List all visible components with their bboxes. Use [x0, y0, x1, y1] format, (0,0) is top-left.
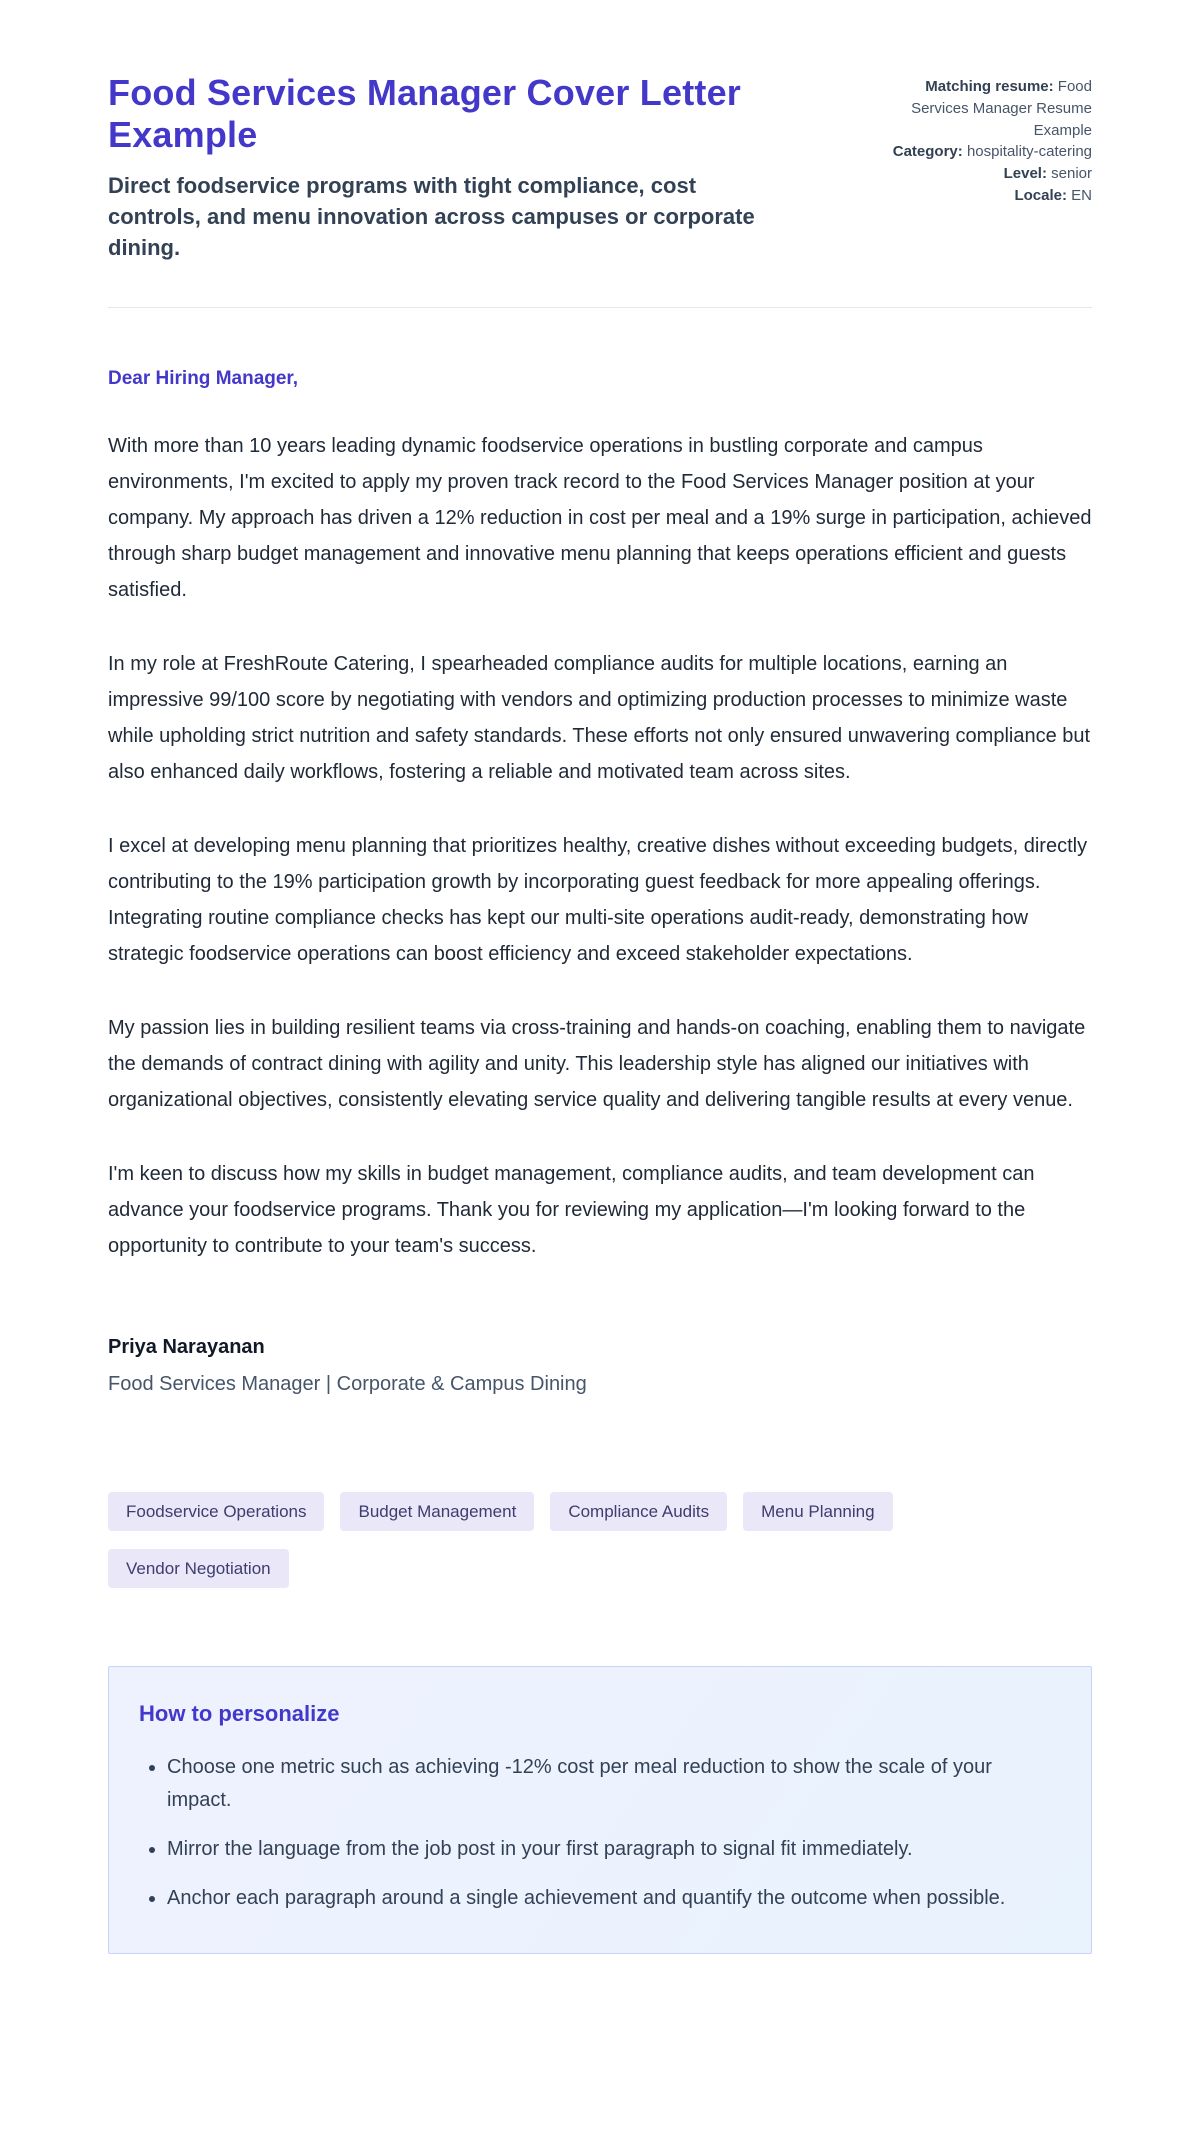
header-titles [108, 72, 847, 263]
body-paragraph: My passion lies in building resilient teams via cross-training and hands-on coaching, enabling them to navigate the demands of contract dining with agility and unity. This leadership style has aligned our initiatives with organizational objectives, consistently elevating service quality and delivering tangible results at every venue. [108, 1017, 1086, 1112]
skill-tag: Menu Planning [743, 1492, 892, 1531]
page-subtitle: Direct foodservice programs with tight compliance, cost controls, and menu innovation across campuses or corporate dining. [108, 172, 755, 260]
personalize-list [139, 1751, 1061, 1915]
signature-name: Priya Narayanan [108, 1336, 265, 1359]
personalize-item: • Anchor each paragraph around a single achievement and quantify the outcome when possible. [167, 1882, 1047, 1915]
resume-meta [887, 72, 1092, 207]
skill-tag: Budget Management [340, 1492, 534, 1531]
meta-matching-resume-value: Food Services Manager Resume Example [911, 78, 1092, 139]
personalize-item: • Mirror the language from the job post in your first paragraph to signal fit immediately. [167, 1833, 1047, 1866]
meta-locale-value: EN [1071, 186, 1092, 204]
page-header [108, 72, 1092, 263]
meta-level-value: senior [1051, 165, 1092, 182]
meta-category-label: Category: [892, 143, 963, 161]
body-paragraph: I excel at developing menu planning that prioritizes healthy, creative dishes without exceeding budgets, directly contributing to the 19% participation growth by incorporating guest feedback for more appealing offerings. Integrating routine compliance checks has kept our multi-site operations audit-ready, demonstrating how strategic foodservice operations can boost efficiency and exceed stakeholder expectations. [108, 835, 1088, 966]
personalize-box [108, 1666, 1092, 1954]
meta-category-value: hospitality-catering [966, 143, 1092, 161]
meta-locale-label: Locale: [1014, 186, 1067, 204]
body-paragraph: In my role at FreshRoute Catering, I spearheaded compliance audits for multiple locations, earning an impressive 99/100 score by negotiating with vendors and optimizing production processes to minimize waste while upholding strict nutrition and safety standards. These efforts not only ensured unwavering compliance but also enhanced daily workflows, fostering a reliable and motivated team across sites. [108, 653, 1091, 784]
page-title: Food Services Manager Cover Letter Example [108, 72, 742, 156]
salutation: Dear Hiring Manager, [108, 368, 299, 390]
skill-tags [108, 1492, 1008, 1588]
signature-role: Food Services Manager | Corporate & Campus Dining [108, 1373, 587, 1396]
body-paragraph: With more than 10 years leading dynamic foodservice operations in bustling corporate and campus environments, I'm excited to apply my proven track record to the Food Services Manager position at your company. My approach has driven a 12% reduction in cost per meal and a 19% surge in participation, achieved through sharp budget management and innovative menu planning that keeps operations efficient and guests satisfied. [108, 435, 1092, 602]
skill-tag: Foodservice Operations [108, 1492, 324, 1531]
skill-tag: Vendor Negotiation [108, 1549, 289, 1588]
meta-matching-resume-label: Matching resume: [925, 78, 1054, 95]
meta-locale [887, 185, 1092, 207]
meta-category [887, 141, 1092, 163]
skill-tag: Compliance Audits [550, 1492, 727, 1531]
meta-level [887, 163, 1092, 185]
body-paragraph: I'm keen to discuss how my skills in budget management, compliance audits, and team development can advance your foodservice programs. Thank you for reviewing my application—I'm looking forward to the opportunity to contribute to your team's success. [108, 1163, 1035, 1258]
meta-level-label: Level: [1003, 165, 1047, 182]
personalize-title: How to personalize [139, 1701, 340, 1727]
meta-matching-resume [887, 76, 1092, 141]
header-divider [108, 307, 1092, 308]
personalize-item: • Choose one metric such as achieving -12% cost per meal reduction to show the scale of your impact. [167, 1751, 1047, 1817]
